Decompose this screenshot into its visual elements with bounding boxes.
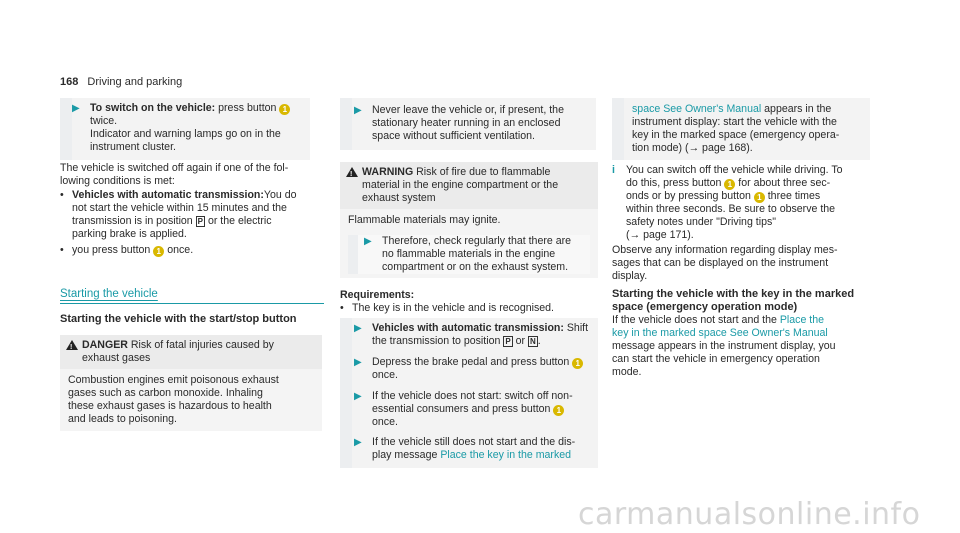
display-message-link[interactable]: space See Owner's Manual xyxy=(632,103,762,115)
button-1-icon: 1 xyxy=(724,179,735,190)
step-arrow-icon: ▶ xyxy=(354,357,362,368)
button-1-icon: 1 xyxy=(754,192,765,203)
step-arrow-icon: ▶ xyxy=(72,103,80,114)
position-p-icon: P xyxy=(197,217,203,226)
button-1-icon: 1 xyxy=(553,405,564,416)
page-reference-link[interactable]: tion mode) (→ page 168). xyxy=(632,142,753,154)
position-p-icon: P xyxy=(505,337,511,346)
step-arrow-icon: ▶ xyxy=(354,391,362,402)
subheading-start-stop: Starting the vehicle with the start/stop button xyxy=(60,313,297,325)
step-switch-on: ▶ To switch on the vehicle: press button 1 twice. Indicator and warning lamps go on in the instrument cluster. xyxy=(60,98,310,160)
button-1-icon: 1 xyxy=(572,358,583,369)
emergency-paragraph: If the vehicle does not start and the Place the key in the marked space See Owner's Manual message appears in the instrument display, you can start the vehicle in emergency operation mode. xyxy=(612,314,876,379)
watermark: carmanualsonline.info xyxy=(578,497,921,532)
section-name: Driving and parking xyxy=(87,76,183,88)
switch-off-conditions: The vehicle is switched off again if one of the fol- lowing conditions is met: • Vehicles with automatic transmission:You do not start the vehicle within 15 minutes and the transmission is in position P or the electric parking brake is applied. • you press button 1 once. xyxy=(60,162,297,256)
warning-box: ! WARNING Risk of fire due to flammable material in the engine compartment or the exhaust system Flammable materials may ignite. ▶ Therefore, check regularly that there are no flammable materials in the engine compartment or on the exhaust system. xyxy=(340,162,598,278)
button-1-icon: 1 xyxy=(153,246,164,257)
display-message-link[interactable]: key in the marked space See Owner's Manual xyxy=(612,327,828,339)
step-depress-brake: ▶ Depress the brake pedal and press button 1 once. xyxy=(340,352,598,386)
observe-paragraph: Observe any information regarding display mes- sages that can be displayed on the instrument display. xyxy=(612,244,838,282)
page-header xyxy=(60,76,300,89)
bullet-icon: • xyxy=(60,244,64,256)
button-1-icon: 1 xyxy=(279,104,290,115)
step-arrow-icon: ▶ xyxy=(354,323,362,334)
step-still-not-start: ▶ If the vehicle still does not start and the dis- play message Place the key in the marked xyxy=(340,432,598,468)
step-arrow-icon: ▶ xyxy=(364,236,372,247)
section-divider xyxy=(60,303,324,304)
step-continued: space See Owner's Manual appears in the instrument display: start the vehicle with the key in the marked space (emergency opera- tion mode) (→ page 168). xyxy=(612,98,870,160)
step-not-start: ▶ If the vehicle does not start: switch off non- essential consumers and press button 1 once. xyxy=(340,386,598,432)
page-reference-link[interactable]: (→ page 171). xyxy=(626,229,694,241)
warning-triangle-icon xyxy=(346,167,358,177)
bullet-icon: • xyxy=(340,302,344,314)
section-title-starting: Starting the vehicle xyxy=(60,288,158,300)
display-message-link[interactable]: Place the key in the marked xyxy=(440,449,572,461)
position-n-icon: N xyxy=(529,337,536,346)
step-shift-transmission: ▶ Vehicles with automatic transmission: Shift the transmission to position P or N . xyxy=(340,318,598,352)
display-message-link[interactable]: Place the xyxy=(779,314,825,326)
danger-box: ! DANGER Risk of fatal injuries caused by exhaust gases Combustion engines emit poisonous exhaust gases such as carbon monoxide. Inhaling these exhaust gases is hazardous to health and leads to poisoning. xyxy=(60,335,322,431)
requirements: Requirements: • The key is in the vehicle and is recognised. xyxy=(340,289,554,314)
step-arrow-icon: ▶ xyxy=(354,105,362,116)
page-number: 168 xyxy=(60,76,79,88)
step-never-leave: ▶ Never leave the vehicle or, if present, the stationary heater running in an enclosed space without sufficient ventilation. xyxy=(340,98,596,150)
step-arrow-icon: ▶ xyxy=(354,437,362,448)
warning-triangle-icon xyxy=(66,340,78,350)
info-note: i You can switch off the vehicle while driving. To do this, press button 1 for about three sec- onds or by pressing button 1 three times within three seconds. Be sure to observe the safety notes under "Driving tips" (→ page 171). xyxy=(612,164,874,242)
info-icon: i xyxy=(612,164,615,176)
bullet-icon: • xyxy=(60,189,64,201)
subheading-emergency: Starting the vehicle with the key in the marked space (emergency operation mode) xyxy=(612,288,855,313)
